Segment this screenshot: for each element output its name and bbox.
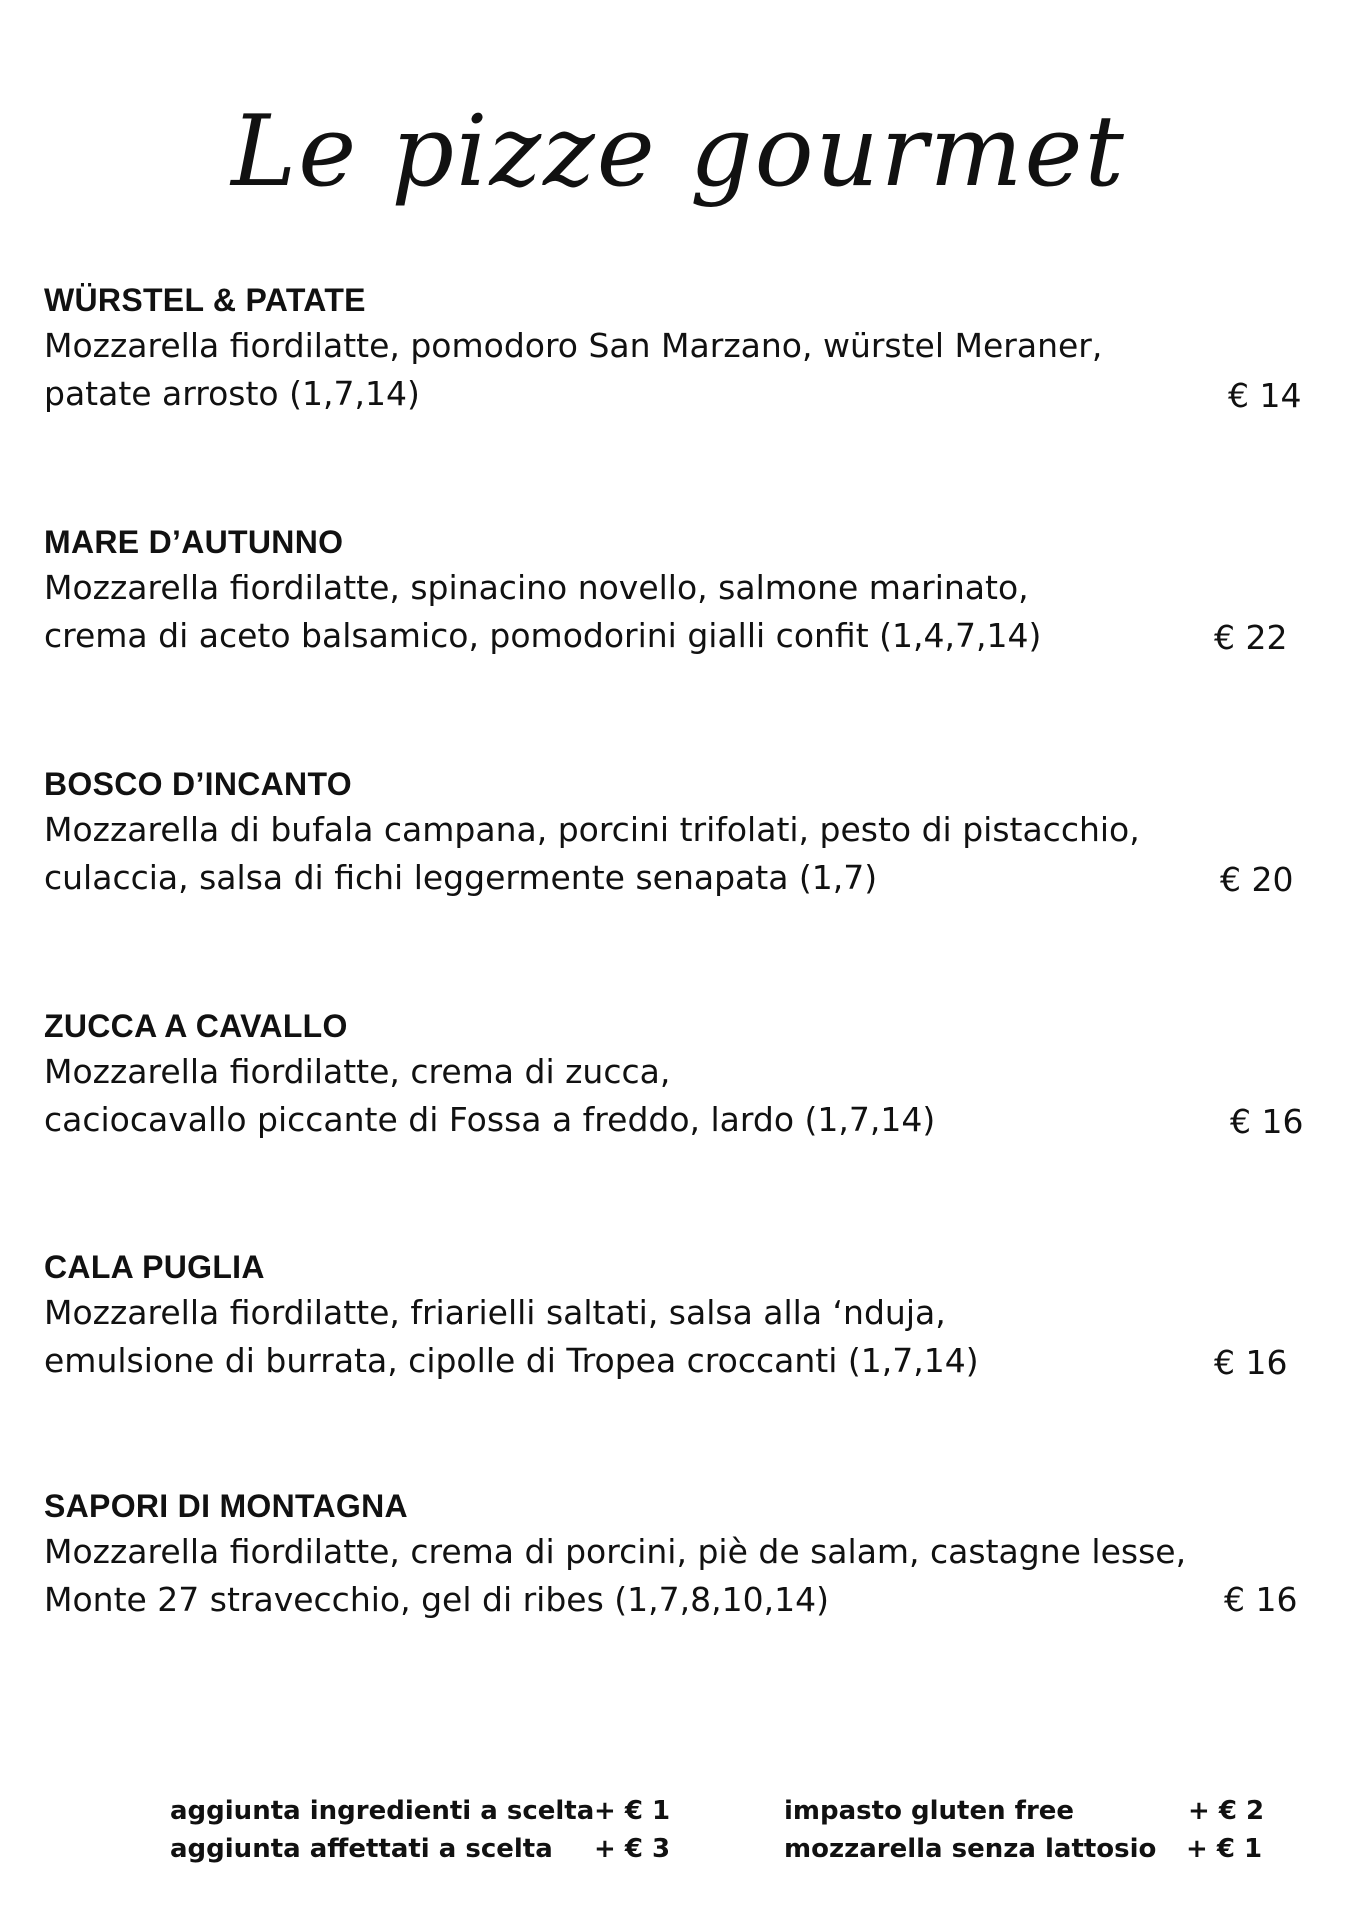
menu-item bbox=[44, 1484, 1314, 1624]
menu-item bbox=[44, 278, 1314, 418]
extra-price: + € 3 bbox=[594, 1834, 671, 1864]
menu-item-description-line: Monte 27 stravecchio, gel di ribes (1,7,8,10,14) bbox=[44, 1580, 829, 1619]
menu-item-price: € 16 bbox=[1230, 1102, 1304, 1141]
menu-item bbox=[44, 762, 1314, 902]
menu-item-name: WÜRSTEL & PATATE bbox=[44, 282, 366, 318]
menu-item-price: € 14 bbox=[1228, 376, 1302, 415]
extra-price: + € 1 bbox=[1186, 1834, 1263, 1864]
extra-label: aggiunta affettati a scelta bbox=[170, 1834, 553, 1864]
menu-item-description-line: Mozzarella fiordilatte, pomodoro San Marzano, würstel Meraner, bbox=[44, 326, 1103, 365]
menu-item-name: ZUCCA A CAVALLO bbox=[44, 1008, 348, 1044]
menu-item-description-line: caciocavallo piccante di Fossa a freddo, lardo (1,7,14) bbox=[44, 1100, 936, 1139]
menu-item-description-line: patate arrosto (1,7,14) bbox=[44, 374, 420, 413]
menu-item-description-line: crema di aceto balsamico, pomodorini gialli confit (1,4,7,14) bbox=[44, 616, 1042, 655]
menu-item-price: € 22 bbox=[1214, 618, 1288, 657]
menu-item-price: € 16 bbox=[1224, 1580, 1298, 1619]
menu-item bbox=[44, 520, 1314, 660]
extra-price: + € 2 bbox=[1188, 1796, 1265, 1826]
menu-item-description-line: Mozzarella fiordilatte, friarielli saltati, salsa alla ‘nduja, bbox=[44, 1293, 946, 1332]
extra-label: aggiunta ingredienti a scelta bbox=[170, 1796, 595, 1826]
menu-item-name: CALA PUGLIA bbox=[44, 1249, 265, 1285]
page-title: Le pizze gourmet bbox=[231, 94, 1126, 209]
menu-item-name: SAPORI DI MONTAGNA bbox=[44, 1488, 408, 1524]
menu-item-description-line: emulsione di burrata, cipolle di Tropea croccanti (1,7,14) bbox=[44, 1341, 979, 1380]
menu-item-description-line: culaccia, salsa di fichi leggermente senapata (1,7) bbox=[44, 858, 878, 897]
menu-item-name: BOSCO D’INCANTO bbox=[44, 766, 352, 802]
extra-price: + € 1 bbox=[594, 1796, 671, 1826]
menu-item-description-line: Mozzarella di bufala campana, porcini trifolati, pesto di pistacchio, bbox=[44, 810, 1140, 849]
menu-item-description-line: Mozzarella fiordilatte, spinacino novello, salmone marinato, bbox=[44, 568, 1029, 607]
menu-item-description-line: Mozzarella fiordilatte, crema di porcini, piè de salam, castagne lesse, bbox=[44, 1532, 1187, 1571]
menu-item bbox=[44, 1245, 1314, 1385]
extra-label: mozzarella senza lattosio bbox=[784, 1834, 1157, 1864]
menu-item-name: MARE D’AUTUNNO bbox=[44, 524, 344, 560]
menu-item bbox=[44, 1004, 1314, 1144]
extra-label: impasto gluten free bbox=[784, 1796, 1075, 1826]
menu-item-price: € 16 bbox=[1214, 1343, 1288, 1382]
menu-item-description-line: Mozzarella fiordilatte, crema di zucca, bbox=[44, 1052, 671, 1091]
menu-item-price: € 20 bbox=[1220, 860, 1294, 899]
